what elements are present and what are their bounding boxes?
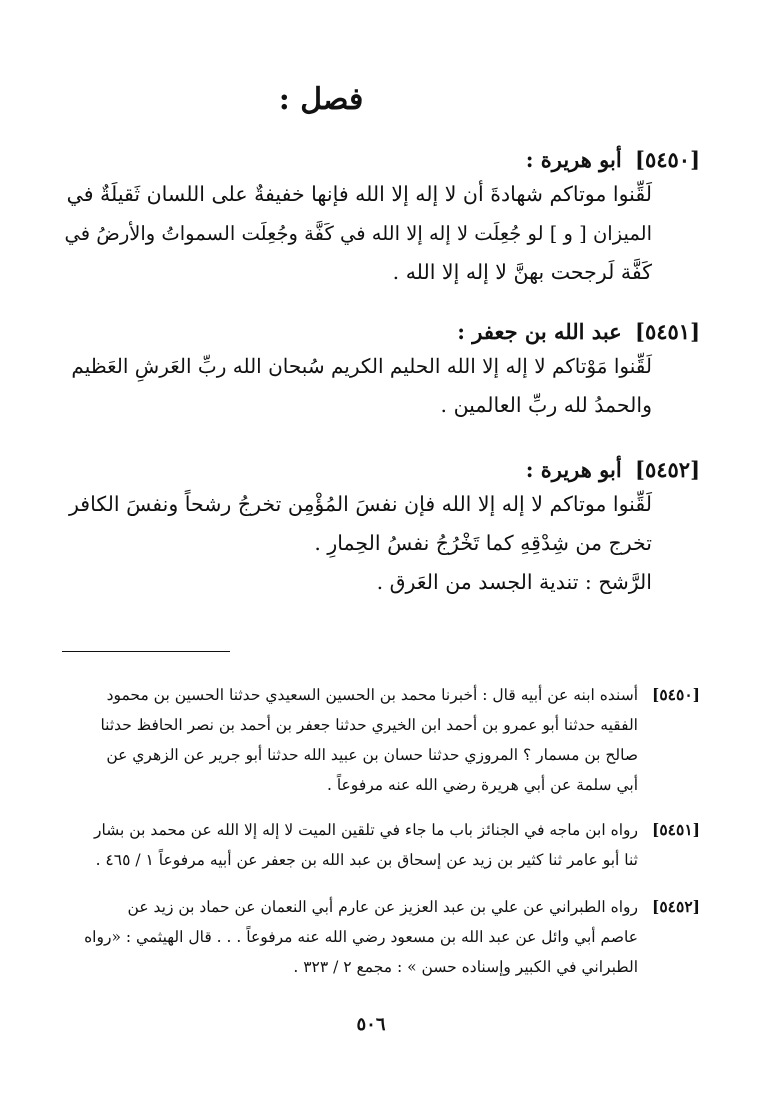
footnote-divider (62, 651, 230, 652)
hadith-text (62, 347, 652, 425)
hadith-line: تخرج من شِدْقِهِ كما تَخْرُجُ نفسُ الحِمارِ . (314, 531, 652, 555)
footnote-line: رواه ابن ماجه في الجنائز باب ما جاء في تلقين الميت لا إله إلا الله عن محمد بن بشار (94, 821, 638, 839)
footnote-line: رواه الطبراني عن علي بن عبد العزيز عن عارم أبي النعمان عن حماد بن زيد عن (127, 898, 638, 916)
footnote-number: [٥٤٥٠] (652, 685, 700, 704)
footnote-text (62, 815, 638, 875)
hadith-line: الميزان [ و ] لو جُعِلَت لا إله إلا الله في كَفَّة وجُعِلَت السمواتُ والأرضُ في (64, 222, 652, 245)
footnote-number: [٥٤٥٢] (652, 897, 700, 916)
hadith-header (62, 455, 700, 485)
hadith-narrator: عبد الله بن جعفر : (457, 319, 622, 344)
hadith-header (62, 317, 700, 347)
footnote-text (62, 892, 638, 982)
hadith-entry (62, 317, 700, 425)
hadith-line: كَفَّة لَرجحت بهنَّ لا إله إلا الله . (392, 260, 652, 284)
hadith-line: لَقِّنوا موتاكم لا إله إلا الله فإن نفسَ المُؤْمِن تخرجُ رشحاً ونفسَ الكافر (69, 492, 652, 516)
footnote-line: الطبراني في الكبير وإسناده حسن » : مجمع ٢ / ٣٢٣ . (293, 958, 638, 976)
footnote-line: عاصم أبي وائل عن عبد الله بن مسعود رضي الله عنه مرفوعاً . . . قال الهيثمي : «رواه (84, 928, 638, 946)
hadith-header (62, 145, 700, 175)
hadith-number: [٥٤٥١] (635, 319, 700, 344)
book-page (62, 0, 700, 1096)
footnote-line: الفقيه حدثنا أبو عمرو بن أحمد ابن الخيري حدثنا جعفر بن أحمد بن نصر الحافظ حدثنا (100, 716, 638, 734)
section-title: فصل : (278, 82, 364, 117)
hadith-gloss: الرَّشح : تندية الجسد من العَرق . (376, 570, 652, 594)
footnote-line: صالح بن مسمار ؟ المروزي حدثنا حسان بن عبيد الله حدثنا أبو جرير عن الزهري عن (106, 746, 638, 764)
hadith-text (62, 175, 652, 292)
hadith-text (62, 485, 652, 563)
hadith-line: والحمدُ لله ربِّ العالمين . (440, 393, 652, 417)
footnote (62, 815, 700, 875)
hadith-line: لَقِّنوا مَوْتاكم لا إله إلا الله الحليم الكريم سُبحان الله ربِّ العَرشِ العَظيم (71, 354, 652, 378)
hadith-entry (62, 455, 700, 602)
hadith-line: لَقِّنوا موتاكم شهادةَ أن لا إله إلا الله فإنها خفيفةٌ على اللسان ثَقيلَةٌ في (66, 182, 652, 206)
hadith-number: [٥٤٥٠] (635, 147, 700, 172)
footnote (62, 892, 700, 982)
footnote-text (62, 680, 638, 800)
footnote (62, 680, 700, 800)
footnote-number: [٥٤٥١] (652, 820, 700, 839)
footnote-line: أسنده ابنه عن أبيه قال : أخبرنا محمد بن الحسين السعيدي حدثنا الحسين بن محمود (106, 686, 638, 704)
footnote-line: ثنا أبو عامر ثنا كثير بن زيد عن إسحاق بن عبد الله بن جعفر عن أبيه مرفوعاً ١ / ٤٦٥ . (95, 851, 638, 869)
page-number: ٥٠٦ (356, 1014, 386, 1035)
hadith-narrator: أبو هريرة : (525, 457, 622, 482)
hadith-number: [٥٤٥٢] (635, 457, 700, 482)
hadith-narrator: أبو هريرة : (525, 147, 622, 172)
footnote-line: أبي سلمة عن أبي هريرة رضي الله عنه مرفوعاً . (326, 776, 638, 794)
hadith-entry (62, 145, 700, 292)
